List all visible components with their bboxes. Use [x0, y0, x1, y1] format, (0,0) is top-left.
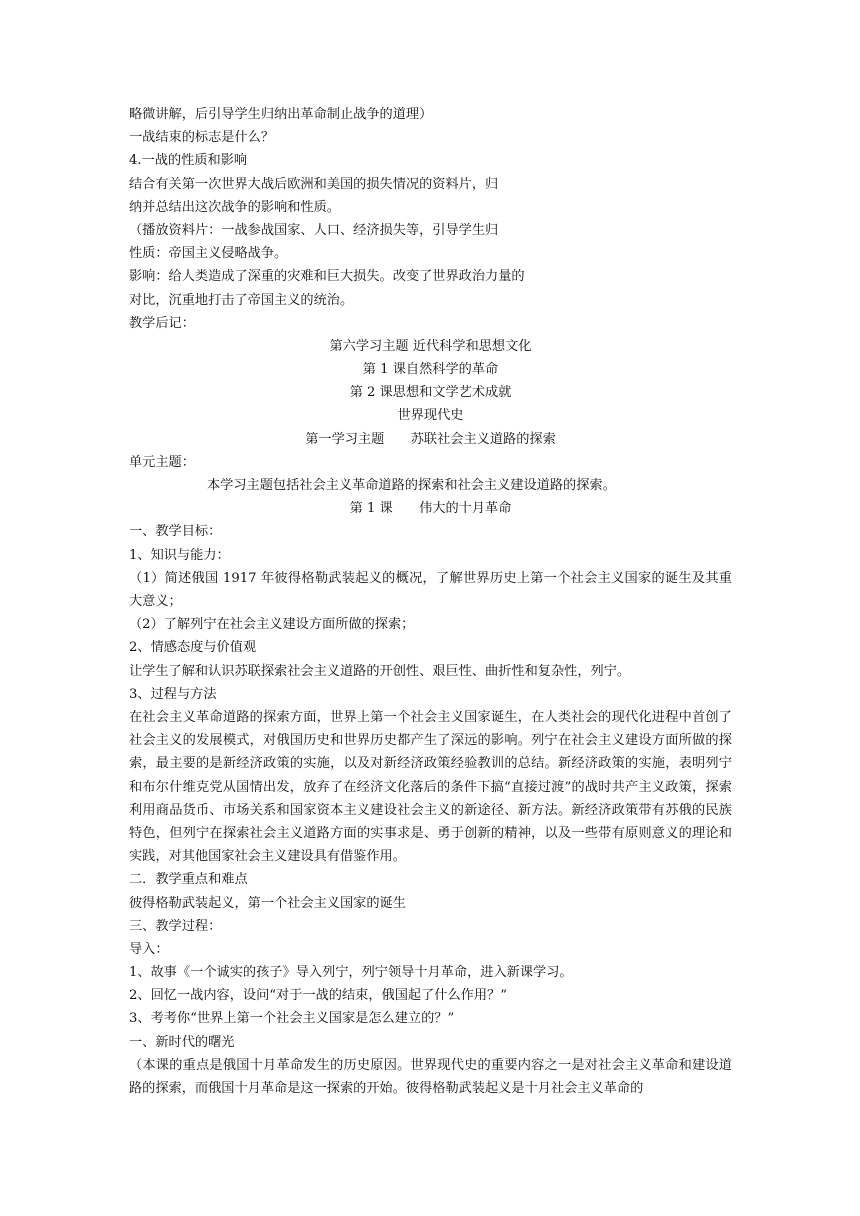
heading-line: 第六学习主题 近代科学和思想文化: [329, 338, 532, 354]
text-line: （2）了解列宁在社会主义建设方面所做的探索；: [129, 617, 415, 633]
text-line: 3、考考你“世界上第一个社会主义国家是怎么建立的？”: [129, 1011, 455, 1027]
document-page: [129, 103, 732, 1100]
text-line: 导入：: [129, 941, 169, 957]
text-line: 纳并总结出这次战争的影响和性质。: [129, 199, 340, 215]
text-line: 让学生了解和认识苏联探索社会主义道路的开创性、艰巨性、曲折性和复杂性，列宁。: [129, 663, 631, 679]
text-line: 本学习主题包括社会主义革命道路的探索和社会主义建设道路的探索。: [207, 478, 616, 493]
text-line: 性质：帝国主义侵略战争。: [129, 246, 288, 262]
text-line: 2、情感态度与价值观: [129, 640, 257, 656]
heading-line: 第 1 课 伟大的十月革命: [349, 501, 512, 517]
text-line: 教学后记：: [129, 315, 195, 331]
heading-line: 世界现代史: [397, 408, 464, 424]
text-line: 二．教学重点和难点: [129, 872, 248, 888]
text-line: 三、教学过程：: [129, 918, 222, 934]
text-line: 影响：给人类造成了深重的灾难和巨大损失。改变了世界政治力量的: [129, 269, 525, 285]
text-line: 对比，沉重地打击了帝国主义的统治。: [129, 292, 354, 308]
text-line: 一、教学目标：: [129, 524, 222, 540]
text-line: 4.一战的性质和影响: [129, 153, 248, 169]
text-line: 一、新时代的曙光: [129, 1034, 235, 1050]
text-line: 彼得格勒武装起义，第一个社会主义国家的诞生: [129, 895, 406, 911]
heading-line: 第 1 课自然科学的革命: [362, 362, 499, 378]
text-line: 3、过程与方法: [129, 686, 217, 702]
heading-line: 第一学习主题 苏联社会主义道路的探索: [305, 431, 556, 447]
text-line: 一战结束的标志是什么？: [129, 130, 275, 146]
text-line: 略微讲解，后引导学生归纳出革命制止战争的道理）: [129, 107, 433, 122]
text-line: 单元主题：: [129, 454, 195, 470]
text-line: 2、回忆一战内容，设问“对于一战的结束，俄国起了什么作用？”: [129, 988, 507, 1004]
heading-line: 第 2 课思想和文学艺术成就: [349, 385, 512, 401]
text-line: 在社会主义革命道路的探索方面，世界上第一个社会主义国家诞生，在人类社会的现代化进程中首创了社会主义的发展模式，对俄国历史和世界历史都产生了深远的影响。列宁在社会主义建设方面所做的探索，最主要的是新经济政策的实施，以及对新经济政策经验教训的总结。新经济政策的实施，表明列宁和布尔什维克党从国情出发，放弃了在经济文化落后的条件下搞“直接过渡”的战时共产主义政策，探索利用商品货币、市场关系和国家资本主义建设社会主义的新途径、新方法。新经济政策带有苏俄的民族特色，但列宁在探索社会主义道路方面的实事求是、勇于创新的精神，以及一些带有原则意义的理论和实践，对其他国家社会主义建设具有借鉴作用。: [129, 709, 732, 865]
text-line: （播放资料片：一战参战国家、人口、经济损失等，引导学生归: [129, 222, 499, 238]
text-line: （本课的重点是俄国十月革命发生的历史原因。世界现代史的重要内容之一是对社会主义革命和建设道路的探索，而俄国十月革命是这一探索的开始。彼得格勒武装起义是十月社会主义革命的: [129, 1057, 732, 1097]
text-line: （1）简述俄国 1917 年彼得格勒武装起义的概况，了解世界历史上第一个社会主义国家的诞生及其重大意义；: [129, 570, 732, 609]
text-line: 1、故事《一个诚实的孩子》导入列宁，列宁领导十月革命，进入新课学习。: [129, 965, 573, 981]
text-line: 结合有关第一次世界大战后欧洲和美国的损失情况的资料片，归: [129, 176, 499, 192]
text-line: 1、知识与能力：: [129, 547, 230, 563]
